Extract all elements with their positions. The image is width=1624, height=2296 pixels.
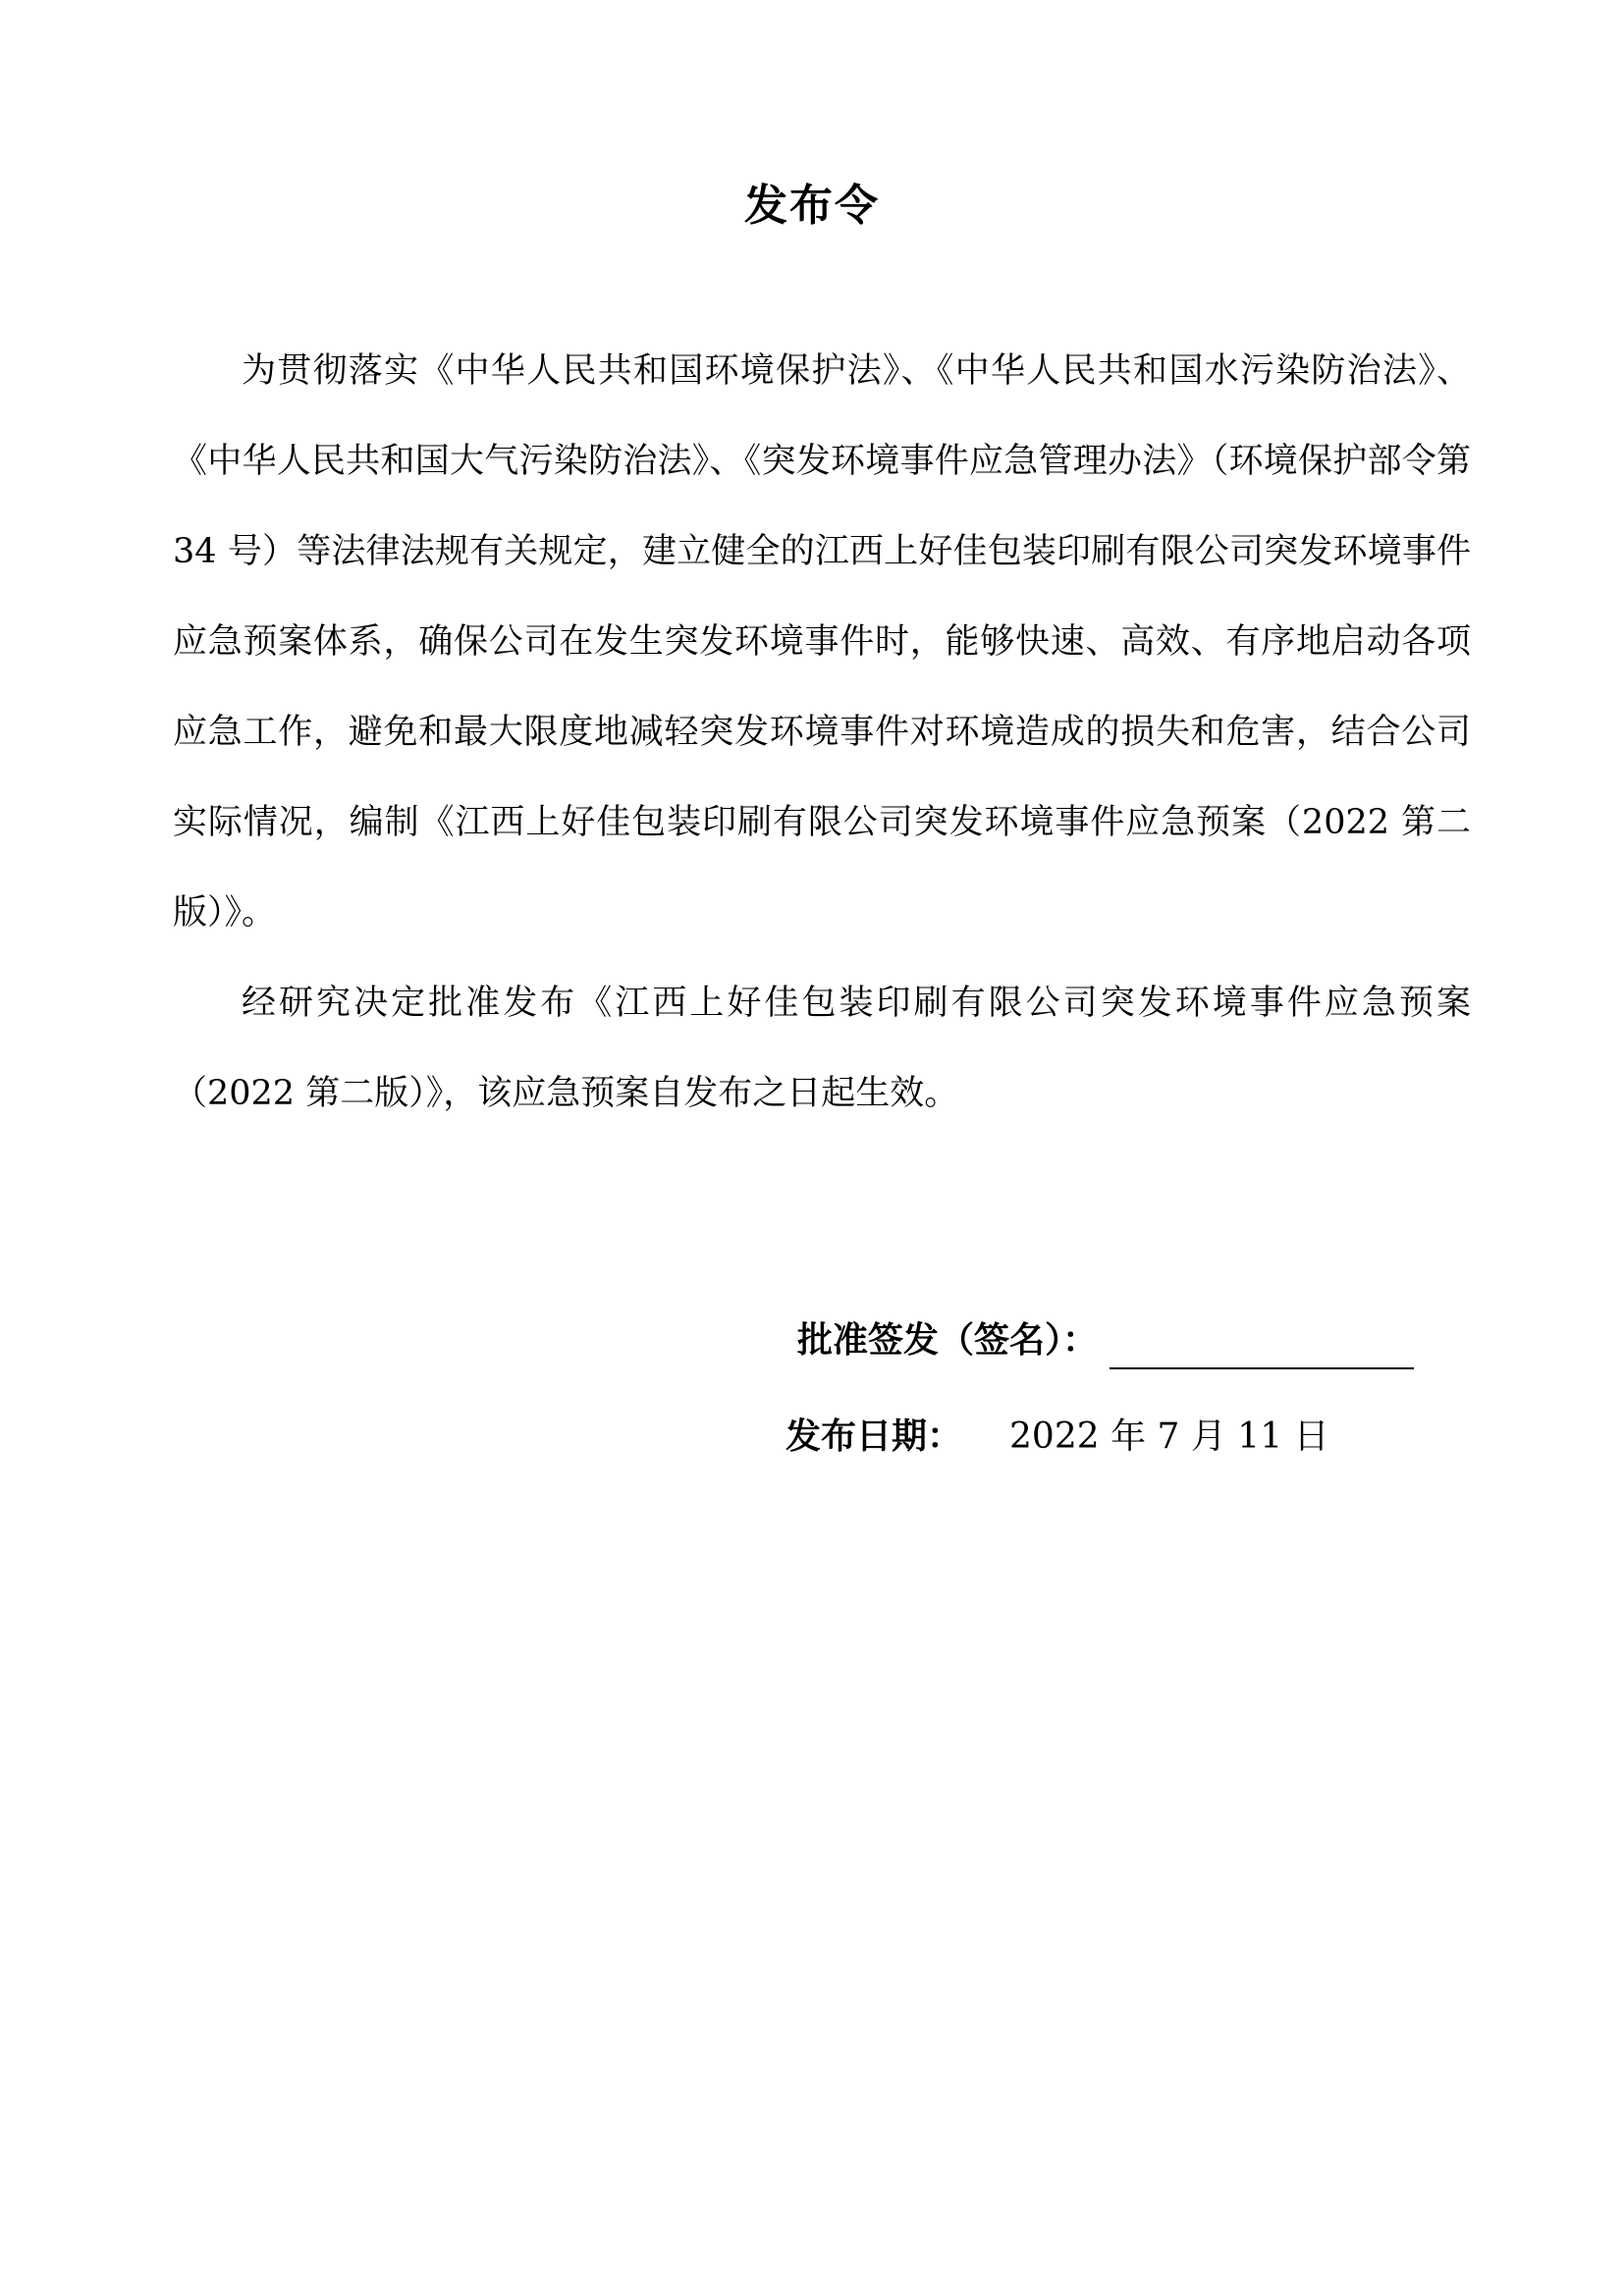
signature-row <box>797 1310 1414 1369</box>
body-text <box>173 326 1471 1139</box>
date-row <box>785 1407 1329 1466</box>
paragraph-purpose: 为贯彻落实《中华人民共和国环境保护法》、《中华人民共和国水污染防治法》、《中华人民共和国大气污染防治法》、《突发环境事件应急管理办法》（环境保护部令第 34 号）等法律法规有关规定，建立健全的江西上好佳包装印刷有限公司突发环境事件应急预案体系，确保公司在发生突发环境事件时，能够快速、高效、有序地启动各项应急工作，避免和最大限度地减轻突发环境事件对环境造成的损失和危害，结合公司实际情况，编制《江西上好佳包装印刷有限公司突发环境事件应急预案（2022 第二版）》。 <box>173 351 1471 933</box>
page-title: 发布令 <box>744 181 880 231</box>
date-value: 2022 年 7 月 11 日 <box>1009 1416 1329 1457</box>
signature-label: 批准签发（签名）： <box>797 1319 1099 1361</box>
paragraph-approval: 经研究决定批准发布《江西上好佳包装印刷有限公司突发环境事件应急预案（2022 第二版）》，该应急预案自发布之日起生效。 <box>173 984 1471 1113</box>
date-label: 发布日期： <box>785 1415 963 1457</box>
signature-line <box>1110 1324 1414 1369</box>
